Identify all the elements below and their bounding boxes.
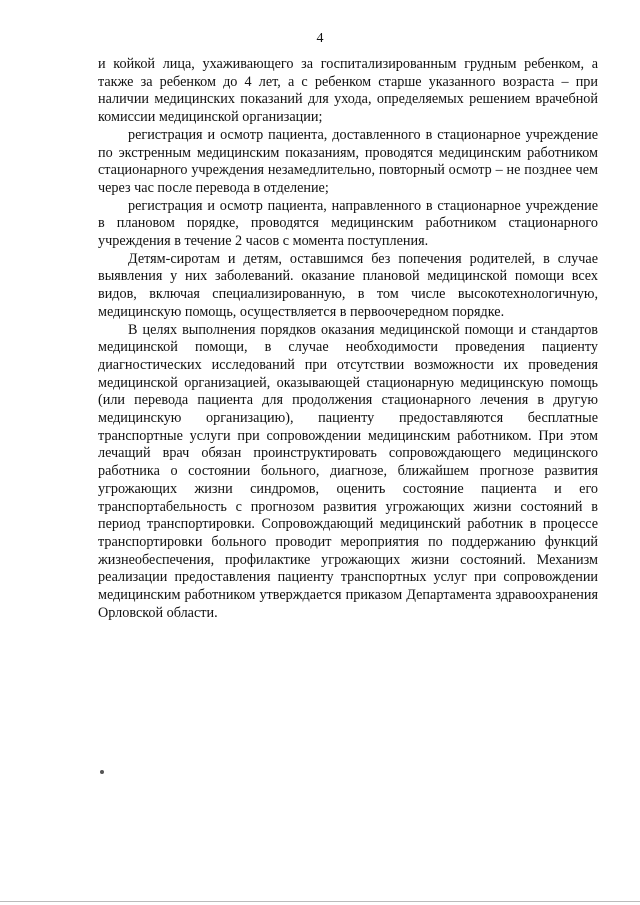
document-body <box>98 56 598 623</box>
page-bottom-edge <box>0 901 640 902</box>
paragraph-1: и койкой лица, ухаживающего за госпитализированным грудным ребенком, а также за ребенком до 4 лет, а с ребенком старше указанного возраста – при наличии медицинских показаний для ухода, определяемых решением врачебной комиссии медицинской организации; <box>98 56 598 126</box>
scan-artifact-mark <box>100 770 104 774</box>
paragraph-2: регистрация и осмотр пациента, доставленного в стационарное учреждение по экстренным медицинским показаниям, проводятся медицинским работником стационарного учреждения незамедлительно, повторный осмотр – не позднее чем через час после перевода в отделение; <box>98 126 598 196</box>
paragraph-5: В целях выполнения порядков оказания медицинской помощи и стандартов медицинской помощи, в случае необходимости проведения пациенту диагностических исследований при отсутствии возможности их проведения медицинской организацией, оказывающей стационарную медицинскую помощь (или перевода пациента для продолжения стационарного лечения в другую медицинскую организацию), пациенту предоставляются бесплатные транспортные услуги при сопровождении медицинским работником. При этом лечащий врач обязан проинструктировать сопровождающего медицинского работника о состоянии больного, диагнозе, ближайшем прогнозе развития угрожающих жизни синдромов, оценить состояние пациента и его транспортабельность с прогнозом развития угрожающих жизни состояний в период транспортировки. Сопровождающий медицинский работник в процессе транспортировки больного проводит мероприятия по поддержанию функций жизнеобеспечения, профилактике угрожающих жизни состояний. Механизм реализации предоставления пациенту транспортных услуг при сопровождении медицинским работником утверждается приказом Департамента здравоохранения Орловской области. <box>98 321 598 621</box>
paragraph-4: Детям-сиротам и детям, оставшимся без попечения родителей, в случае выявления у них заболеваний. оказание плановой медицинской помощи всех видов, включая специализированную, в том числе высокотехнологичную, медицинскую помощь, осуществляется в первоочередном порядке. <box>98 250 598 320</box>
page-number: 4 <box>316 31 324 46</box>
paragraph-3: регистрация и осмотр пациента, направленного в стационарное учреждение в плановом порядке, проводятся медицинским работником стационарного учреждения в течение 2 часов с момента поступления. <box>98 197 598 250</box>
